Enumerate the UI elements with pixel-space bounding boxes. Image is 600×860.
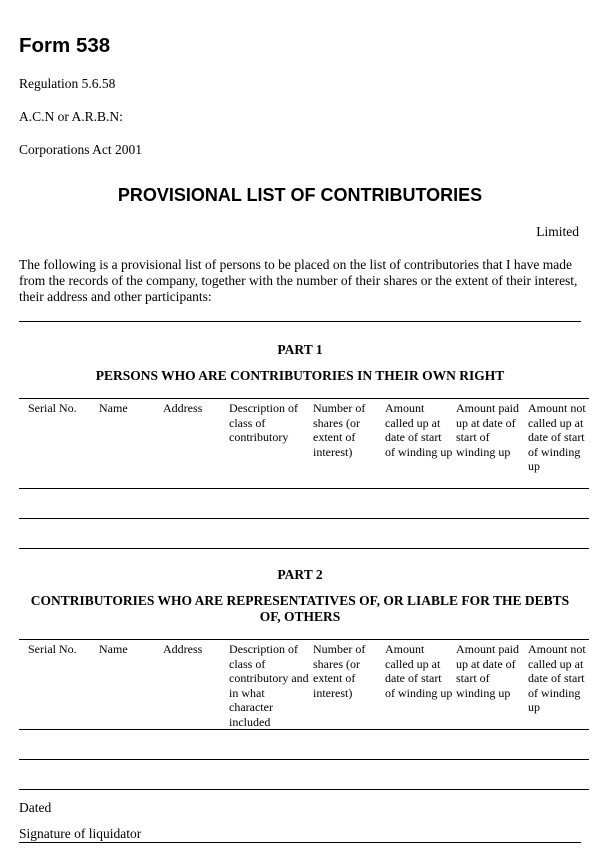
act-text: Corporations Act 2001 <box>19 142 142 157</box>
part2-col-address: Address <box>163 642 203 656</box>
part1-col-called-up: Amount called up at date of start of winding up <box>385 401 453 459</box>
part1-col-serial: Serial No. <box>28 401 77 415</box>
part1-label: PART 1 <box>277 342 323 357</box>
signature-line[interactable] <box>19 842 581 843</box>
part2-col-not-called: Amount not called up at date of start of winding up <box>528 642 586 714</box>
regulation-text: Regulation 5.6.58 <box>19 76 116 91</box>
part1-entry-line[interactable] <box>19 548 589 549</box>
acn-label: A.C.N or A.R.B.N: <box>19 109 123 124</box>
signature-label: Signature of liquidator <box>19 826 142 841</box>
company-suffix: Limited <box>536 224 579 239</box>
part2-col-serial: Serial No. <box>28 642 77 656</box>
part2-title: CONTRIBUTORIES WHO ARE REPRESENTATIVES OF, OR LIABLE FOR THE DEBTS OF, OTHERS <box>30 593 570 624</box>
part1-entry-line[interactable] <box>19 518 589 519</box>
part2-col-description: Description of class of contributory and in what character included <box>229 642 309 729</box>
part2-entry-line[interactable] <box>19 789 589 790</box>
part2-col-shares: Number of shares (or extent of interest) <box>313 642 366 700</box>
part2-header-rule <box>19 729 589 730</box>
part1-col-address: Address <box>163 401 203 415</box>
part2-col-paid-up: Amount paid up at date of start of winding up <box>456 642 519 700</box>
part1-col-description: Description of class of contributory <box>229 401 298 444</box>
part1-col-shares: Number of shares (or extent of interest) <box>313 401 366 459</box>
page-title: PROVISIONAL LIST OF CONTRIBUTORIES <box>117 185 483 205</box>
part2-table-top-border <box>19 639 589 640</box>
part1-header-rule <box>19 488 589 489</box>
part1-table-top-border <box>19 398 589 399</box>
part1-col-name: Name <box>99 401 128 415</box>
dated-label: Dated <box>19 800 52 815</box>
part1-col-not-called: Amount not called up at date of start of winding up <box>528 401 586 473</box>
part2-col-called-up: Amount called up at date of start of winding up <box>385 642 453 700</box>
part1-title: PERSONS WHO ARE CONTRIBUTORIES IN THEIR OWN RIGHT <box>95 368 505 383</box>
intro-paragraph: The following is a provisional list of persons to be placed on the list of contributories that I have made from the records of the company, together with the number of their shares or the extent of their interest, their address and other participants: <box>19 257 578 304</box>
part2-label: PART 2 <box>277 567 323 582</box>
part1-col-paid-up: Amount paid up at date of start of winding up <box>456 401 519 459</box>
form-title: Form 538 <box>19 34 111 57</box>
part2-entry-line[interactable] <box>19 759 589 760</box>
section-divider <box>19 321 581 322</box>
part2-col-name: Name <box>99 642 128 656</box>
